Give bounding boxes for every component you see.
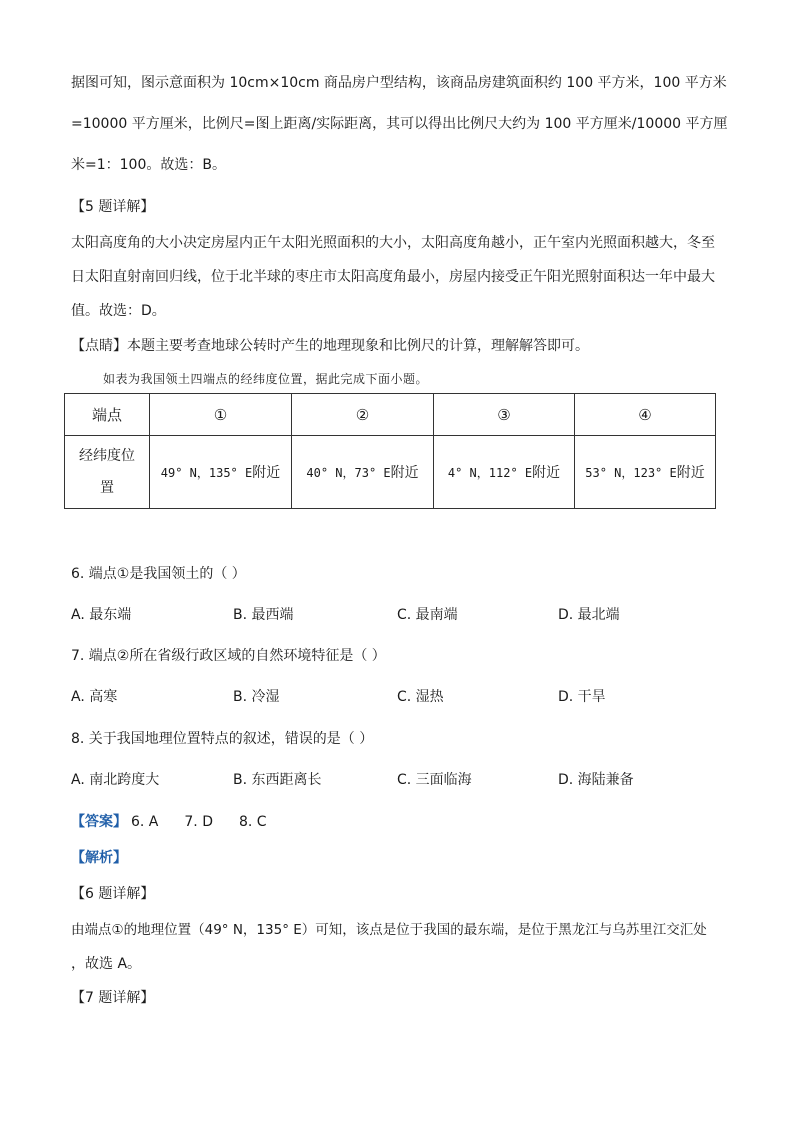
option-b: B. 最西端 bbox=[233, 607, 294, 623]
paragraph-line: 太阳高度角的大小决定房屋内正午太阳光照面积的大小，太阳高度角越小，正午室内光照面积越大，冬至 bbox=[71, 235, 715, 251]
section-heading: 【6 题详解】 bbox=[71, 886, 155, 902]
paragraph-line: 据图可知，图示意面积为 10cm×10cm 商品房户型结构，该商品房建筑面积约 100 平方米，100 平方米 bbox=[71, 75, 727, 91]
table-header-cell: ④ bbox=[575, 394, 716, 436]
answer-line bbox=[71, 812, 267, 832]
paragraph-line: 米=1：100。故选：B。 bbox=[71, 157, 226, 173]
section-heading: 【7 题详解】 bbox=[71, 990, 155, 1006]
table-header-cell: ① bbox=[150, 394, 292, 436]
answer-item: 8. C bbox=[238, 814, 267, 830]
option-d: D. 干旱 bbox=[558, 689, 606, 705]
coord-value: 53° N，123° E bbox=[585, 466, 677, 480]
coord-value: 40° N，73° E bbox=[306, 466, 391, 480]
option-d: D. 海陆兼备 bbox=[558, 772, 634, 788]
table-row bbox=[65, 436, 716, 509]
answer-item: 6. A bbox=[131, 814, 159, 830]
coord-suffix: 附近 bbox=[676, 465, 705, 481]
paragraph-line: ，故选 A。 bbox=[71, 956, 142, 972]
coord-value: 49° N，135° E bbox=[160, 466, 253, 480]
option-d: D. 最北端 bbox=[558, 607, 620, 623]
question-stem: 7. 端点②所在省级行政区域的自然环境特征是（ ） bbox=[71, 648, 386, 664]
option-a: A. 最东端 bbox=[71, 607, 132, 623]
answer-label: 【答案】 bbox=[71, 814, 127, 830]
table-header-cell: 端点 bbox=[65, 394, 150, 436]
coord-suffix: 附近 bbox=[532, 465, 561, 481]
coord-cell bbox=[292, 436, 434, 509]
question-stem: 6. 端点①是我国领土的（ ） bbox=[71, 566, 246, 582]
row-label-line: 置 bbox=[100, 480, 114, 496]
row-label-line: 经纬度位 bbox=[79, 448, 135, 464]
table-header-cell: ② bbox=[292, 394, 434, 436]
paragraph-line: =10000 平方厘米，比例尺=图上距离/实际距离，其可以得出比例尺大约为 100 平方厘米/10000 平方厘 bbox=[71, 116, 728, 132]
paragraph-line: 值。故选：D。 bbox=[71, 303, 166, 319]
option-a: A. 高寒 bbox=[71, 689, 118, 705]
coord-suffix: 附近 bbox=[390, 465, 419, 481]
tip-note: 【点睛】本题主要考查地球公转时产生的地理现象和比例尺的计算，理解解答即可。 bbox=[71, 338, 589, 354]
option-c: C. 最南端 bbox=[397, 607, 458, 623]
table-header-cell: ③ bbox=[434, 394, 575, 436]
option-b: B. 冷湿 bbox=[233, 689, 280, 705]
option-a: A. 南北跨度大 bbox=[71, 772, 160, 788]
analysis-label: 【解析】 bbox=[71, 850, 127, 866]
question-stem: 8. 关于我国地理位置特点的叙述，错误的是（ ） bbox=[71, 731, 374, 747]
option-c: C. 三面临海 bbox=[397, 772, 472, 788]
option-c: C. 湿热 bbox=[397, 689, 444, 705]
answer-item: 7. D bbox=[184, 814, 213, 830]
coord-suffix: 附近 bbox=[252, 465, 281, 481]
coord-value: 4° N，112° E bbox=[447, 466, 533, 480]
option-b: B. 东西距离长 bbox=[233, 772, 322, 788]
coord-cell bbox=[434, 436, 575, 509]
section-heading: 【5 题详解】 bbox=[71, 199, 155, 215]
paragraph-line: 日太阳直射南回归线，位于北半球的枣庄市太阳高度角最小，房屋内接受正午阳光照射面积达一年中最大 bbox=[71, 269, 715, 285]
row-label bbox=[65, 436, 150, 509]
coord-cell bbox=[575, 436, 716, 509]
endpoint-table bbox=[64, 393, 716, 509]
table-header-row bbox=[65, 394, 716, 436]
coord-cell bbox=[150, 436, 292, 509]
table-caption: 如表为我国领土四端点的经纬度位置，据此完成下面小题。 bbox=[103, 372, 429, 386]
paragraph-line: 由端点①的地理位置（49° N，135° E）可知，该点是位于我国的最东端，是位于黑龙江与乌苏里江交汇处 bbox=[71, 922, 707, 938]
